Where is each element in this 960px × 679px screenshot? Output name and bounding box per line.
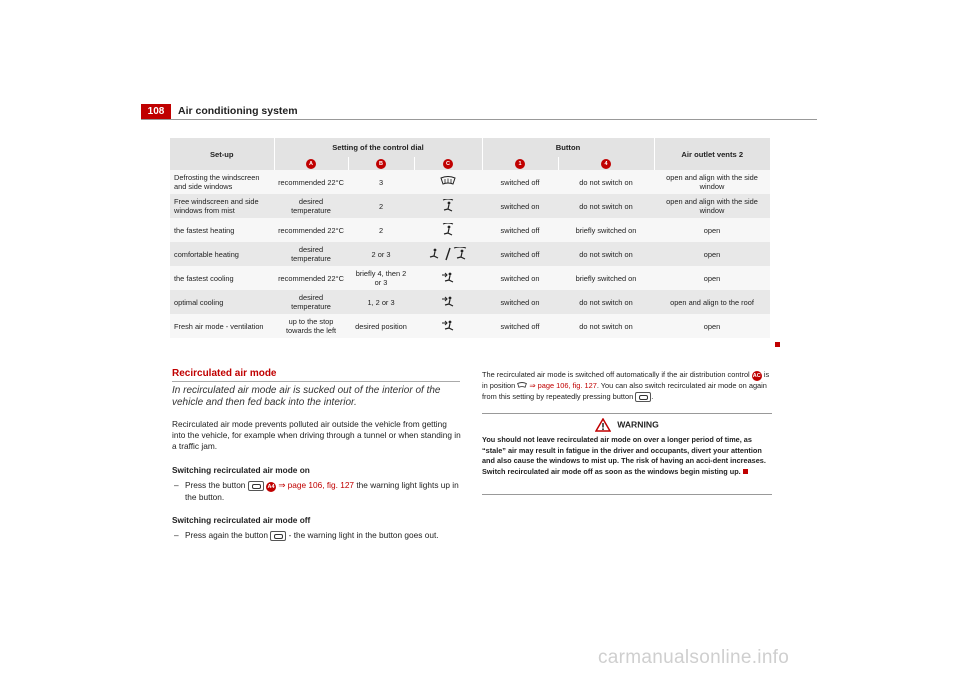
recirculation-button-icon [270,531,286,541]
sub-header-b: B [348,157,414,170]
recirculation-button-icon [248,481,264,491]
section-title: Recirculated air mode [172,368,277,379]
col-header-outlets: Air outlet vents 2 [654,138,770,170]
upper-body-icon [414,314,482,338]
lead-paragraph: In recirculated air mode air is sucked out of the interior of the vehicle and then fed back into the interior. [172,385,441,408]
col-header-dial: Setting of the control dial [274,138,482,157]
header-divider [141,119,817,120]
windscreen-defrost-icon [414,170,482,194]
upper-body-icon [414,266,482,290]
sub-header-4: 4 [558,157,654,170]
auto-off-paragraph: The recirculated air mode is switched off automatically if the air distribution control AC is in position ⇒ page 106, fig. 127. You can also switch recirculated air mode on again from this setting by repeatedly pressing button . [482,370,770,401]
section-divider [172,381,460,382]
warning-box [482,413,772,495]
switch-off-step: – Press again the button - the warning light in the button goes out. [174,530,439,540]
windscreen-feet-icon [414,218,482,242]
watermark: carmanualsonline.info [598,647,790,668]
outlets-footnote-ref: 2 [738,149,744,159]
windscreen-defrost-icon [517,382,527,390]
page-number: 108 [141,104,171,120]
switch-on-heading: Switching recirculated air mode on [172,465,310,475]
table-row: the fastest heating recommended 22°C 2 switched off briefly switched on open [170,218,770,242]
recirculation-button-icon [635,392,651,402]
upper-body-icon [414,290,482,314]
warning-triangle-icon [595,418,611,432]
table-row: Fresh air mode - ventilation up to the stop towards the left desired position switched off do not switch on open [170,314,770,338]
page-link[interactable]: ⇒ page 106, fig. 127 [529,381,597,390]
ref-ac: AC [752,373,761,379]
table-row: Free windscreen and side windows from mist desired temperature 2 switched on do not switch on open and align with the side window [170,194,770,218]
page-title: Air conditioning system [178,105,298,117]
warning-heading: WARNING [482,418,772,432]
table-row: the fastest cooling recommended 22°C briefly 4, then 2 or 3 switched on briefly switched on open [170,266,770,290]
switch-on-step: – Press the button A4 ⇒ page 106, fig. 127 the warning light lights up in the button. [174,480,459,502]
table-row: comfortable heating desired temperature 2 or 3 switched off do not switch on open [170,242,770,266]
setup-table [170,138,770,338]
warning-text: You should not leave recirculated air mode on over a longer period of time, as “stale” air may result in fatigue in the driver and occupants, divert your attention and also cause the windows to mist up. The risk of having an acci-dent increases. Switch recirculated air mode off as soon as the windows begin misting up. [482,435,766,476]
col-header-setup: Set-up [170,138,274,170]
ref-a4: A4 [267,484,275,490]
table-row: optimal cooling desired temperature 1, 2 or 3 switched on do not switch on open and align to the roof [170,290,770,314]
table-row: Defrosting the windscreen and side windows recommended 22°C 3 switched off do not switch on open and align with the side window [170,170,770,194]
sub-header-a: A [274,157,348,170]
section-end-marker [775,342,780,347]
col-header-button: Button [482,138,654,157]
sub-header-1: 1 [482,157,558,170]
windscreen-feet-icon [414,194,482,218]
feet-or-windscreen-feet-icon [414,242,482,266]
switch-off-heading: Switching recirculated air mode off [172,515,311,525]
section-end-marker [743,469,748,474]
sub-header-c: C [414,157,482,170]
page-link[interactable]: ⇒ page 106, fig. 127 [278,480,355,490]
body-paragraph: Recirculated air mode prevents polluted air outside the vehicle from getting into the vehicle, for example when driving through a tunnel or when standing in a traffic jam. [172,419,461,451]
